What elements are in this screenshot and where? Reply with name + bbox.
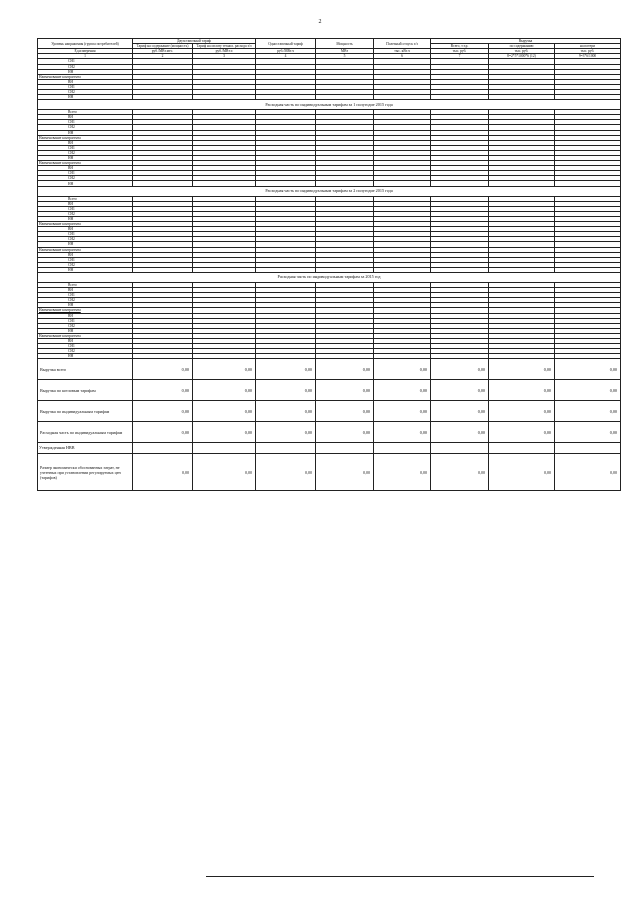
summary-value: 0,00: [133, 454, 193, 491]
unit-cell: руб./МВт.ч: [193, 49, 256, 54]
rev-total-header: Всего, т.т.р.: [431, 44, 489, 49]
summary-value: 0,00: [133, 401, 193, 422]
row-label: СН2: [38, 237, 133, 242]
column-number: 1: [38, 54, 133, 59]
summary-value: 0,00: [256, 422, 316, 443]
column-number: 7: [431, 54, 489, 59]
row-label: Всего: [38, 196, 133, 201]
row-label: НН: [38, 354, 133, 359]
unit-cell: тыс. руб.: [489, 49, 555, 54]
page-number: 2: [318, 19, 322, 25]
summary-value: 0,00: [256, 359, 316, 380]
row-label: СН1: [38, 232, 133, 237]
summary-value: 0,00: [374, 380, 431, 401]
column-number: 6: [374, 54, 431, 59]
useful-supply-header: Полезный отпуск э/э: [374, 39, 431, 49]
summary-value: 0,00: [489, 401, 555, 422]
row-label: ВН: [38, 79, 133, 84]
summary-value: 0,00: [374, 422, 431, 443]
contractor-label: Наименование контрагента: [38, 74, 133, 79]
summary-label: Выручка по котловым тарифам: [38, 380, 133, 401]
summary-value: 0,00: [193, 380, 256, 401]
summary-value: 0,00: [316, 359, 374, 380]
unit-cell: тыс. кВт.ч: [374, 49, 431, 54]
rate-maint-header: Тариф на содержание (мощность): [133, 44, 193, 49]
row-label: СН1: [38, 171, 133, 176]
row-label: НН: [38, 95, 133, 100]
summary-value: 0,00: [431, 422, 489, 443]
column-number: 3: [193, 54, 256, 59]
revenue-header: Выручка: [431, 39, 621, 44]
rev-maint-header: по содержанию: [489, 44, 555, 49]
row-label: СН2: [38, 211, 133, 216]
summary-value: 0,00: [256, 454, 316, 491]
two-part-tariff-header: Двухставочный тариф: [133, 39, 256, 44]
row-label: ВН: [38, 288, 133, 293]
contractor-label: Наименование контрагента: [38, 222, 133, 227]
row-label: СН2: [38, 125, 133, 130]
summary-label: Выручка всего: [38, 359, 133, 380]
summary-value: 0,00: [316, 422, 374, 443]
unit-cell: руб./МВт.мес.: [133, 49, 193, 54]
row-label: СН1: [38, 257, 133, 262]
capacity-header: Мощность: [316, 39, 374, 49]
column-number: 9=3*6/1000: [555, 54, 621, 59]
summary-value: 0,00: [555, 380, 621, 401]
summary-value: 0,00: [555, 359, 621, 380]
summary-label: Размер экономически обоснованных затрат, не учтенных при установлении регулируемых цен (тарифов): [38, 454, 133, 491]
units-label: Ед.измерения: [38, 49, 133, 54]
summary-value: 0,00: [133, 359, 193, 380]
section-title-year: Расходная часть по индивидуальным тарифам за 2015 год: [38, 272, 621, 282]
summary-value: 0,00: [133, 380, 193, 401]
summary-value: 0,00: [489, 359, 555, 380]
row-label: СН1: [38, 344, 133, 349]
row-label: СН1: [38, 59, 133, 64]
summary-value: 0,00: [133, 422, 193, 443]
unit-cell: тыс. руб.: [431, 49, 489, 54]
tariff-table-sheet: [37, 38, 620, 491]
column-number: 8=2*5*1000*6 (12): [489, 54, 555, 59]
row-label: ВН: [38, 115, 133, 120]
row-label: НН: [38, 181, 133, 186]
summary-value: 0,00: [316, 380, 374, 401]
contractor-label: Наименование контрагента: [38, 308, 133, 313]
row-label: СН2: [38, 298, 133, 303]
contractor-label: Наименование контрагента: [38, 135, 133, 140]
row-label: НН: [38, 69, 133, 74]
summary-value: 0,00: [555, 422, 621, 443]
section-header-row: [38, 100, 621, 110]
unit-cell: МВт: [316, 49, 374, 54]
column-number: 2: [133, 54, 193, 59]
summary-value: 0,00: [431, 454, 489, 491]
summary-value: 0,00: [256, 401, 316, 422]
row-label: НН: [38, 216, 133, 221]
row-label: ВН: [38, 252, 133, 257]
unit-cell: тыс. руб.: [555, 49, 621, 54]
summary-value: 0,00: [555, 454, 621, 491]
row-label: СН2: [38, 349, 133, 354]
row-label: СН2: [38, 176, 133, 181]
row-label: ВН: [38, 313, 133, 318]
summary-value: 0,00: [431, 359, 489, 380]
row-label: СН1: [38, 206, 133, 211]
tariff-table: [37, 38, 621, 491]
row-label: НН: [38, 303, 133, 308]
row-label: НН: [38, 156, 133, 161]
summary-value: 0,00: [431, 380, 489, 401]
footer-rule: [206, 876, 594, 877]
section-title-h2: Расходная часть по индивидуальным тарифам за 2 полугодие 2015 года: [38, 186, 621, 196]
summary-value: 0,00: [374, 454, 431, 491]
section-header-row: [38, 272, 621, 282]
summary-value: 0,00: [489, 422, 555, 443]
summary-row-revenue-total: [38, 359, 621, 380]
level-header: Уровень напряжения (группа потребителей): [38, 39, 133, 49]
row-label: ВН: [38, 339, 133, 344]
summary-value: 0,00: [374, 401, 431, 422]
summary-value: 0,00: [555, 401, 621, 422]
summary-value: 0,00: [431, 401, 489, 422]
summary-row-revenue-boiler: [38, 380, 621, 401]
column-number: 4: [256, 54, 316, 59]
row-label: ВН: [38, 201, 133, 206]
row-label: СН2: [38, 323, 133, 328]
summary-value: 0,00: [316, 401, 374, 422]
row-label: НН: [38, 130, 133, 135]
summary-value: 0,00: [193, 454, 256, 491]
row-label: НН: [38, 328, 133, 333]
row-label: СН2: [38, 262, 133, 267]
rev-loss-header: на потери: [555, 44, 621, 49]
summary-row-approved-nvv: [38, 443, 621, 454]
row-label: СН2: [38, 89, 133, 94]
row-label: ВН: [38, 166, 133, 171]
row-label: Всего: [38, 110, 133, 115]
row-label: СН2: [38, 150, 133, 155]
row-label: ВН: [38, 140, 133, 145]
unit-cell: руб./МВт.ч: [256, 49, 316, 54]
summary-label: Выручка по индивидуальным тарифам: [38, 401, 133, 422]
one-part-tariff-header: Одноставочный тариф: [256, 39, 316, 49]
row-label: СН1: [38, 120, 133, 125]
summary-value: 0,00: [256, 380, 316, 401]
summary-value: 0,00: [489, 454, 555, 491]
contractor-label: Наименование контрагента: [38, 247, 133, 252]
summary-value: 0,00: [489, 380, 555, 401]
summary-value: 0,00: [193, 422, 256, 443]
row-label: Всего: [38, 282, 133, 287]
summary-row-economic-size: [38, 454, 621, 491]
row-label: СН2: [38, 64, 133, 69]
summary-row-revenue-individual: [38, 401, 621, 422]
row-label: НН: [38, 242, 133, 247]
section-title-h1: Расходная часть по индивидуальным тарифам за 1 полугодие 2015 года: [38, 100, 621, 110]
row-label: СН1: [38, 84, 133, 89]
contractor-label: Наименование контрагента: [38, 161, 133, 166]
contractor-label: Наименование контрагента: [38, 333, 133, 338]
row-label: СН1: [38, 145, 133, 150]
summary-label: Расходная часть по индивидуальным тарифам: [38, 422, 133, 443]
row-label: НН: [38, 267, 133, 272]
summary-value: 0,00: [374, 359, 431, 380]
summary-value: 0,00: [193, 401, 256, 422]
row-label: СН1: [38, 293, 133, 298]
row-label: ВН: [38, 227, 133, 232]
summary-row-expense-individual: [38, 422, 621, 443]
column-number: 5: [316, 54, 374, 59]
section-header-row: [38, 186, 621, 196]
summary-label: Утвержденная НВВ: [38, 443, 133, 454]
row-label: СН1: [38, 318, 133, 323]
rate-loss-header: Тариф на оплату технол. расхода э/э: [193, 44, 256, 49]
summary-value: 0,00: [316, 454, 374, 491]
summary-value: 0,00: [193, 359, 256, 380]
